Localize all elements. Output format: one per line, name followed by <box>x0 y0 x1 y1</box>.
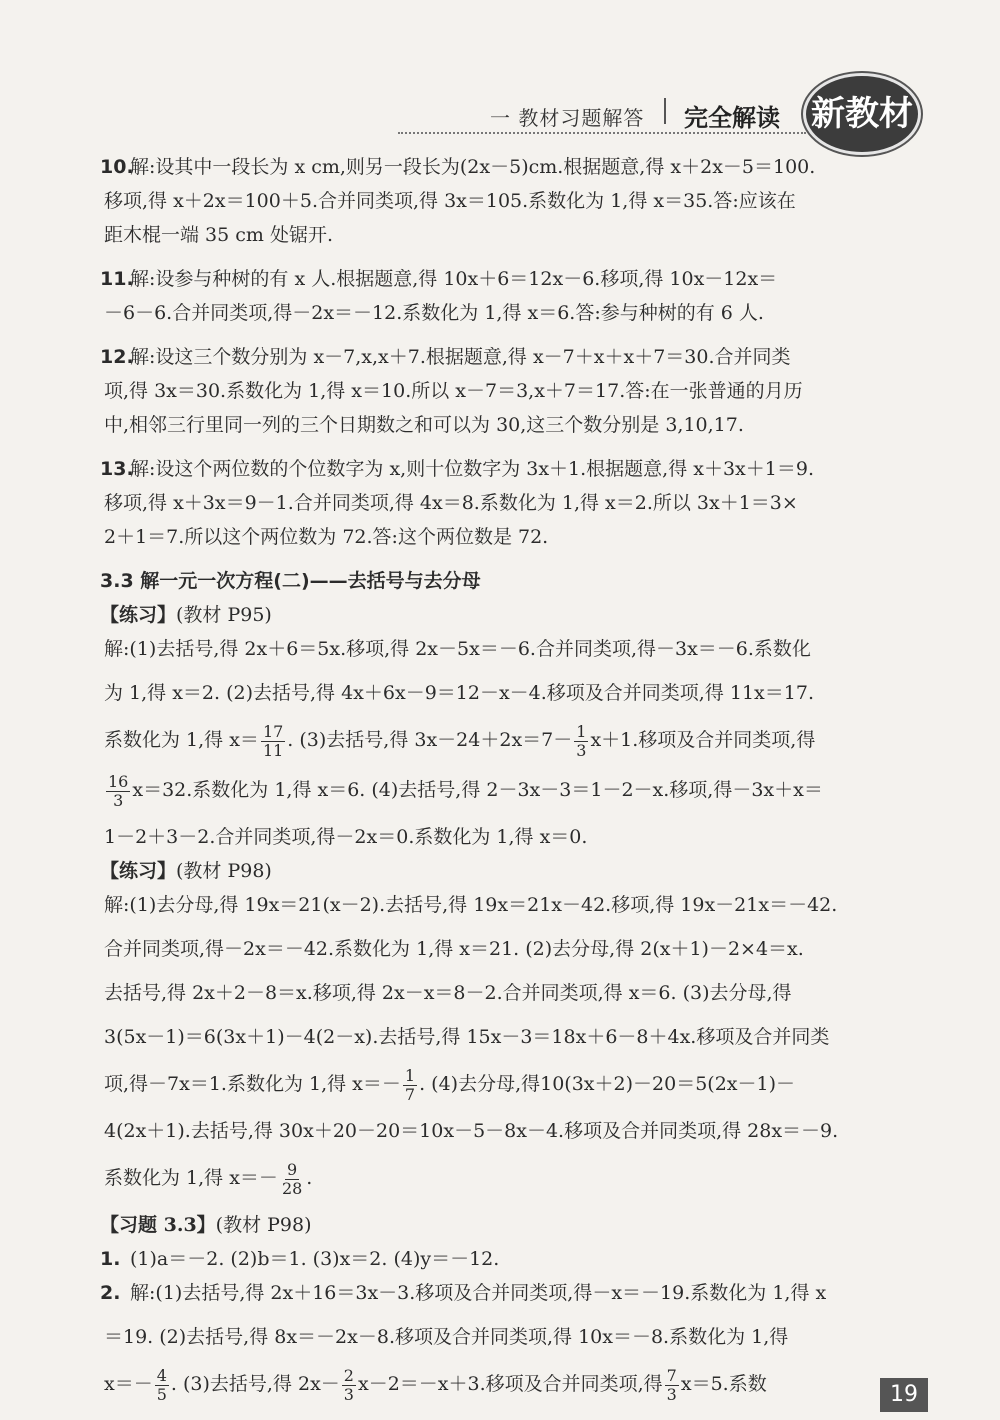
exercise-line: x－2＝－x＋3.移项及合并同类项,得 <box>357 1373 663 1395</box>
page-content <box>100 150 934 1404</box>
answer-10 <box>100 150 934 252</box>
practice-line: 项,得－7x＝1.系数化为 1,得 x＝－ <box>104 1073 401 1095</box>
answer-line: 距木棍一端 35 cm 处锯开. <box>104 224 333 246</box>
answer-12 <box>100 340 934 442</box>
practice-ref: (教材 P95) <box>176 604 272 626</box>
practice-line: . (3)去括号,得 3x－24＋2x＝7－ <box>287 729 573 751</box>
page-header <box>0 0 1000 140</box>
answer-number: 12. <box>100 346 134 368</box>
exercise-label: 【习题 3.3】 <box>100 1214 216 1236</box>
exercise-3-3 <box>100 1208 934 1404</box>
answer-line: 移项,得 x＋2x＝100＋5.合并同类项,得 3x＝105.系数化为 1,得 x＝35.答:应该在 <box>104 190 796 212</box>
fraction-7-3: $\frac{7}{3}$ <box>666 1365 677 1404</box>
answer-line: 中,相邻三行里同一列的三个日期数之和可以为 30,这三个数分别是 3,10,17. <box>104 414 744 436</box>
practice-line: 去括号,得 2x＋2－8＝x.移项,得 2x－x＝8－2.合并同类项,得 x＝6. (3)去分母,得 <box>104 982 792 1004</box>
practice-p98 <box>100 854 934 1198</box>
fraction-2-3: $\frac{2}{3}$ <box>343 1365 354 1404</box>
practice-line: 系数化为 1,得 x＝－ <box>104 1167 278 1189</box>
practice-line: 为 1,得 x＝2. (2)去括号,得 4x＋6x－9＝12－x－4.移项及合并同类项,得 11x＝17. <box>104 682 814 704</box>
exercise-ref: (教材 P98) <box>215 1214 312 1236</box>
fraction-9-28: $\frac{9}{28}$ <box>281 1159 303 1198</box>
exercise-line: (1)a＝－2. (2)b＝1. (3)x＝2. (4)y＝－12. <box>130 1248 500 1270</box>
exercise-number: 1. <box>100 1248 121 1270</box>
answer-number: 13. <box>100 458 134 480</box>
practice-line: . <box>306 1167 313 1189</box>
exercise-number: 2. <box>100 1282 121 1304</box>
fraction-17-11: $\frac{17}{11}$ <box>262 721 284 760</box>
header-badge: 新教材 <box>806 76 918 152</box>
practice-ref: (教材 P98) <box>176 860 272 882</box>
answer-number: 11. <box>100 268 134 290</box>
header-section: 一 教材习题解答 <box>490 106 645 130</box>
practice-line: 系数化为 1,得 x＝ <box>104 729 259 751</box>
page-number: 19 <box>880 1378 928 1412</box>
practice-line: . (4)去分母,得10(3x＋2)－20＝5(2x－1)－ <box>419 1073 796 1095</box>
header-dotted-rule <box>398 132 806 134</box>
practice-label: 【练习】 <box>100 604 177 626</box>
practice-line: 解:(1)去括号,得 2x＋6＝5x.移项,得 2x－5x＝－6.合并同类项,得－3x＝－6.系数化 <box>104 638 811 660</box>
answer-line: 解:设参与种树的有 x 人.根据题意,得 10x＋6＝12x－6.移项,得 10x－12x＝ <box>130 268 778 290</box>
exercise-line: 解:(1)去括号,得 2x＋16＝3x－3.移项及合并同类项,得－x＝－19.系数化为 1,得 x <box>130 1282 827 1304</box>
practice-line: 解:(1)去分母,得 19x＝21(x－2).去括号,得 19x＝21x－42.移项,得 19x－21x＝－42. <box>104 894 838 916</box>
answer-13 <box>100 452 934 554</box>
header-title: 完全解读 <box>684 104 780 132</box>
practice-line: 3(5x－1)＝6(3x＋1)－4(2－x).去括号,得 15x－3＝18x＋6－8＋4x.移项及合并同类 <box>104 1026 830 1048</box>
answer-line: 2＋1＝7.所以这个两位数为 72.答:这个两位数是 72. <box>104 526 549 548</box>
answer-line: －6－6.合并同类项,得－2x＝－12.系数化为 1,得 x＝6.答:参与种树的有 6 人. <box>104 302 764 324</box>
practice-line: 4(2x＋1).去括号,得 30x＋20－20＝10x－5－8x－4.移项及合并同类项,得 28x＝－9. <box>104 1120 839 1142</box>
answer-line: 解:设这个两位数的个位数字为 x,则十位数字为 3x＋1.根据题意,得 x＋3x＋1＝9. <box>130 458 814 480</box>
answer-number: 10. <box>100 156 134 178</box>
fraction-1-7: $\frac{1}{7}$ <box>404 1065 416 1104</box>
fraction-1-3: $\frac{1}{3}$ <box>576 721 587 760</box>
exercise-line: . (3)去括号,得 2x－ <box>170 1373 340 1395</box>
answer-line: 移项,得 x＋3x＝9－1.合并同类项,得 4x＝8.系数化为 1,得 x＝2.所以 3x＋1＝3× <box>104 492 798 514</box>
practice-p95 <box>100 598 934 854</box>
header-separator <box>664 98 666 124</box>
answer-line: 解:设这三个数分别为 x－7,x,x＋7.根据题意,得 x－7＋x＋x＋7＝30.合并同类 <box>130 346 791 368</box>
fraction-16-3: $\frac{16}{3}$ <box>108 771 129 810</box>
practice-label: 【练习】 <box>100 860 177 882</box>
practice-line: 合并同类项,得－2x＝－42.系数化为 1,得 x＝21. (2)去分母,得 2(x＋1)－2×4＝x. <box>104 938 804 960</box>
exercise-line: x＝－ <box>104 1373 153 1395</box>
answer-line: 解:设其中一段长为 x cm,则另一段长为(2x－5)cm.根据题意,得 x＋2x－5＝100. <box>130 156 816 178</box>
practice-line: x＝32.系数化为 1,得 x＝6. (4)去括号,得 2－3x－3＝1－2－x.移项,得－3x＋x＝ <box>132 779 823 801</box>
practice-line: 1－2＋3－2.合并同类项,得－2x＝0.系数化为 1,得 x＝0. <box>104 826 588 848</box>
fraction-4-5: $\frac{4}{5}$ <box>156 1365 167 1404</box>
practice-line: x＋1.移项及合并同类项,得 <box>590 729 816 751</box>
answer-line: 项,得 3x＝30.系数化为 1,得 x＝10.所以 x－7＝3,x＋7＝17.答:在一张普通的月历 <box>104 380 803 402</box>
answer-11 <box>100 262 934 330</box>
exercise-line: x＝5.系数 <box>680 1373 767 1395</box>
section-title: 3.3 解一元一次方程(二)——去括号与去分母 <box>100 570 481 592</box>
exercise-line: ＝19. (2)去括号,得 8x＝－2x－8.移项及合并同类项,得 10x＝－8.系数化为 1,得 <box>104 1326 789 1348</box>
